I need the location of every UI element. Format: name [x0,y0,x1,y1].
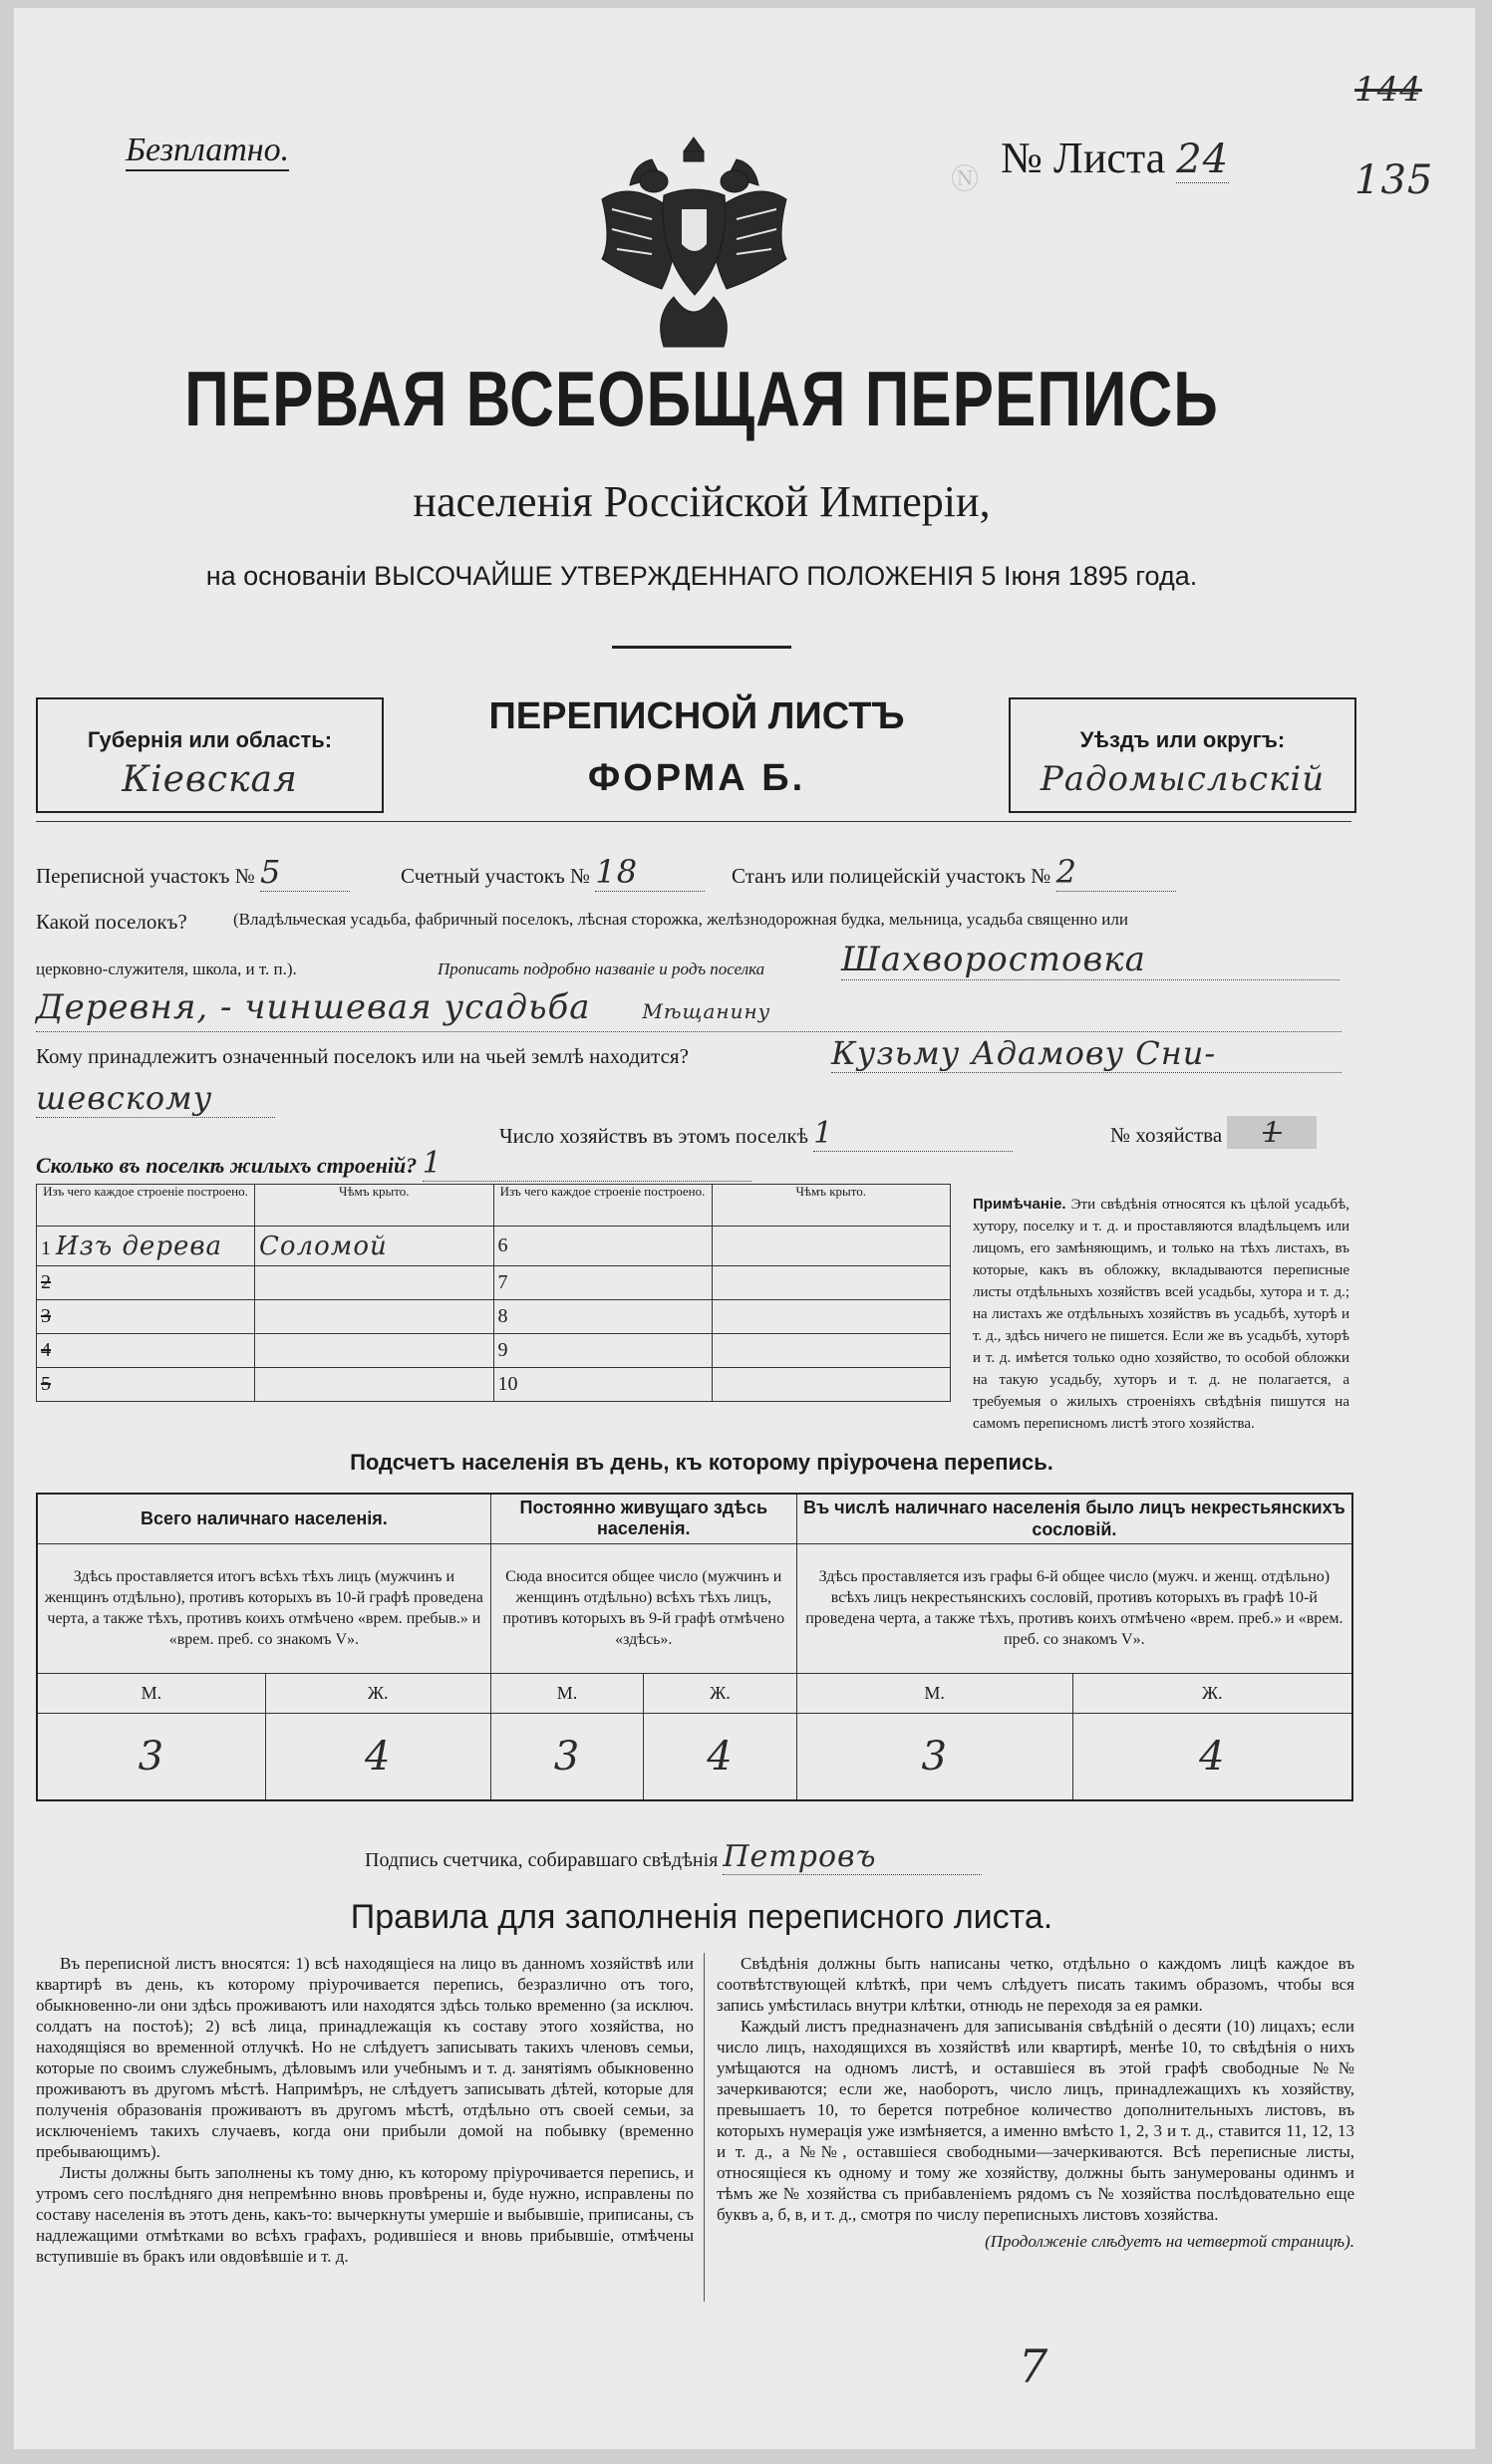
building-roof [712,1334,950,1368]
owner-question: Кому принадлежитъ означенный поселокъ или на чьей землѣ находится? [36,1044,689,1068]
police-area [732,853,1176,892]
rule-line [36,821,1351,822]
buildings-col-material-2: Изъ чего каждое строеніе построено. [493,1185,712,1227]
household-number-value: 1 [1227,1116,1317,1149]
settlement-type-value: Деревня, - чиншевая усадьба [36,987,591,1027]
sheet-number [1001,133,1229,183]
building-roof [255,1368,493,1402]
police-area-value: 2 [1056,853,1176,892]
table-row [37,1227,951,1266]
remark-text: Эти свѣдѣнія относятся къ цѣлой усадьбѣ, хутору, поселку и т. д. и проставляются владѣльцемъ или лицомъ, его замѣняющимъ, и только на тѣхъ листахъ, въ которые, какъ въ обложку, вкладываются переписные листы отдѣльныхъ хозяйствъ всей усадьбы, хутора и т. д.; на листахъ же отдѣльныхъ хозяйствъ въ усадьбѣ, хуторѣ и т. д., здѣсь ничего не пишется. Если же въ усадьбѣ, хуторѣ и т. д. имѣется только одно хозяйство, то особой обложки на такую усадьбу, хуторъ и т. д. не полагается, а требуемыя о жилыхъ строеніяхъ свѣдѣнія пишутся на самомъ переписномъ листѣ этого хозяйства. [973,1197,1350,1432]
corner-archive-number: 135 [1354,157,1434,203]
household-count-label: Число хозяйствъ въ этомъ поселкѣ [499,1124,808,1148]
owner-value-2: шевскому [36,1079,275,1118]
police-area-label: Станъ или полицейскій участокъ № [732,864,1051,888]
table-row [37,1266,951,1300]
census-area [36,853,350,892]
rules-right-p2: Каждый листъ предназначенъ для записыванія свѣдѣній о десяти (10) лицахъ; если число лицъ, находящихся въ хозяйствѣ или квартирѣ, менѣе 10, то свѣдѣнія о нихъ умѣщаются на одномъ листѣ, и оставшіеся въ этой графѣ свободные №№ зачеркиваются; если же, наоборотъ, число лицъ, принадлежащихъ къ хозяйству, превышаетъ 10, то берется потребное количество дополнительныхъ листовъ, въ которыхъ нумерація уже измѣняется, а именно вмѣсто 1, 2, 3 и т. д., ставится 11, 12, 13 и т. д., а №№, оставшіеся свободными—зачеркиваются. Всѣ переписные листы, относящіеся къ одному и тому же хозяйству, должны быть занумерованы одинмъ и тѣмъ же № хозяйства съ прибавленіемъ рядомъ съ № хозяйства послѣдовательно еще буквъ а, б, в, и т. д., смотря по числу переписныхъ листовъ хозяйства. [717,2017,1354,2224]
settlement-type [36,987,1342,1032]
male-header: М. [37,1673,265,1713]
count-area-value: 18 [595,853,705,892]
present-male-count: 3 [37,1713,265,1800]
settlement-name: Шахворостовка [841,940,1340,980]
buildings-question-label: Сколько въ поселкѣ жилыхъ строеній? [36,1153,418,1178]
row-number: 7 [493,1266,712,1300]
population-col3-text: Здѣсь проставляется изъ графы 6-й общее число (мужч. и женщ. отдѣльно) всѣхъ лицъ некрестьянскихъ сословій, противъ которыхъ въ графѣ 10-й проведена черта, а также тѣхъ, противъ коихъ отмѣчено «врем. преб.» и «врем. преб. со знакомъ V». [796,1543,1352,1673]
province-box [36,697,384,813]
population-col2-text: Сюда вносится общее число (мужчинъ и женщинъ отдѣльно) всѣхъ тѣхъ лицъ, противъ которыхъ въ 9-й графѣ отмѣчено «здѣсь». [490,1543,796,1673]
male-header: М. [796,1673,1072,1713]
settlement-question: Какой поселокъ? [36,910,187,934]
free-label: Безплатно. [126,132,289,171]
subtitle: населенія Россійской Имперіи, [413,477,991,526]
remark [973,1194,1349,1435]
population-col2-title: Постоянно живущаго здѣсь населенія. [490,1494,796,1543]
sheet-number-label: № Листа [1001,134,1166,182]
settlement-hint-2: церковно-служителя, школа, и т. п.). [36,959,297,978]
owner-value-1: Кузьму Адамову Сни- [831,1034,1342,1073]
table-row [37,1334,951,1368]
buildings-col-material: Изъ чего каждое строеніе построено. [37,1185,255,1227]
population-col3-title: Въ числѣ наличнаго населенія было лицъ некрестьянскихъ сословій. [796,1494,1352,1543]
count-area-label: Счетный участокъ № [401,864,591,888]
rules-right-column [717,1953,1354,2252]
buildings-table [36,1184,951,1402]
table-row [37,1300,951,1334]
nonpeasant-male-count: 3 [796,1713,1072,1800]
corner-strike-number: 144 [1354,70,1422,110]
building-material: Изъ дерева [56,1231,222,1261]
row-number: 9 [493,1334,712,1368]
household-number-label: № хозяйства [1110,1123,1223,1147]
row-number: 10 [493,1368,712,1402]
province-label: Губернія или область: [87,727,333,752]
resident-female-count: 4 [644,1713,796,1800]
population-col1-text: Здѣсь проставляется итогъ всѣхъ тѣхъ лицъ (мужчинъ и женщинъ отдѣльно), противъ которыхъ въ 10-й графѣ проведена черта, а также тѣхъ, противъ коихъ отмѣчено «врем. пребыв.» и «врем. преб. со знакомъ V». [37,1543,490,1673]
signature-value: Петровъ [723,1839,982,1875]
row-number: 5 [37,1368,255,1402]
remark-label: Примѣчаніе. [973,1196,1066,1213]
form-name: ФОРМА Б. [587,757,806,799]
table-row [37,1368,951,1402]
building-roof [712,1227,950,1266]
household-count-value: 1 [813,1116,1013,1152]
rules-continued: (Продолженіе слѣдуетъ на четвертой страницѣ). [985,2232,1354,2251]
main-title: ПЕРВАЯ ВСЕОБЩАЯ ПЕРЕПИСЬ [184,357,1219,443]
buildings-question-value: 1 [423,1146,751,1182]
row-number: 6 [493,1227,712,1266]
population-table [36,1493,1353,1801]
population-col1-title: Всего наличнаго населенія. [37,1494,490,1543]
footer-mark: 7 [1019,2339,1049,2393]
settlement-hint-1: (Владѣльческая усадьба, фабричный поселокъ, лѣсная сторожка, желѣзнодорожная будка, мельница, усадьба священно или [233,910,1128,929]
legal-basis: на основаніи ВЫСОЧАЙШЕ УТВЕРЖДЕННАГО ПОЛОЖЕНІЯ 5 Іюня 1895 года. [205,561,1198,591]
building-roof: Соломой [255,1227,493,1266]
rules-left-p1: Въ переписной листъ вносятся: 1) всѣ находящіеся на лицо въ данномъ хозяйствѣ или квартирѣ въ день, къ которому пріурочивается перепись, безразлично отъ того, обыкновенно-ли они здѣсь проживаютъ или находятся здѣсь только временно (за исключ. солдатъ на постоѣ); 2) всѣ лица, принадлежащія къ составу этого хозяйства, но находящіяся во временной отлучкѣ. Но не слѣдуетъ записывать такихъ членовъ семьи, которые по своимъ служебнымъ, дѣловымъ или учебнымъ и т. д. занятіямъ обыкновенно проживаютъ въ другомъ мѣстѣ. Напримѣръ, не слѣдуетъ записывать дѣтей, которые для полученія образованія проживаютъ въ другомъ мѣстѣ, отдѣльно отъ своей семьи, за исключеніемъ такихъ случаевъ, когда они прибыли домой на побывку (временно пребывающимъ). [36,1954,694,2161]
row-number: 2 [37,1266,255,1300]
row-number: 4 [37,1334,255,1368]
buildings-question [36,1146,751,1182]
signature-label: Подпись счетчика, собиравшаго свѣдѣнія [365,1849,719,1871]
row-number: 3 [37,1300,255,1334]
male-header: М. [490,1673,643,1713]
district-value: Радомысльскій [1040,759,1326,799]
divider [612,646,791,649]
household-number [1110,1116,1317,1149]
coat-of-arms-icon [592,130,796,354]
district-label: Уѣздъ или округъ: [1079,727,1286,752]
building-roof [255,1300,493,1334]
buildings-col-roof-2: Чѣмъ крыто. [712,1185,950,1227]
sheet-number-value: 24 [1176,137,1230,182]
rules-left-column [36,1953,694,2267]
census-sheet [14,8,1475,2449]
female-header: Ж. [265,1673,490,1713]
building-roof [712,1300,950,1334]
buildings-col-roof: Чѣмъ крыто. [255,1185,493,1227]
census-area-value: 5 [260,853,350,892]
settlement-type-note: Мѣщанину [642,999,771,1023]
building-roof [255,1334,493,1368]
present-female-count: 4 [265,1713,490,1800]
resident-male-count: 3 [490,1713,643,1800]
form-title: ПЕРЕПИСНОЙ ЛИСТЪ [488,695,905,737]
row-number: 1 [41,1236,51,1259]
nonpeasant-female-count: 4 [1072,1713,1352,1800]
bleed-through-text: Ⓝ [951,164,980,195]
rules-divider [704,1953,705,2302]
rules-right-p1: Свѣдѣнія должны быть написаны четко, отдѣльно о каждомъ лицѣ каждое въ соотвѣтствующей клѣткѣ, при чемъ слѣдуетъ писать такимъ образомъ, чтобы вся запись умѣстилась внутри клѣтки, отнюдь не переходя за ея рамки. [717,1954,1354,2015]
female-header: Ж. [1072,1673,1352,1713]
district-box [1009,697,1356,813]
province-value: Кіевская [122,759,298,800]
building-roof [712,1266,950,1300]
building-roof [255,1266,493,1300]
building-roof [712,1368,950,1402]
population-heading: Подсчетъ населенія въ день, къ которому пріурочена перепись. [350,1450,1053,1475]
rules-title: Правила для заполненія переписного листа. [350,1898,1053,1936]
female-header: Ж. [644,1673,796,1713]
row-number: 8 [493,1300,712,1334]
signature [365,1839,982,1875]
settlement-hint-3: Прописать подробно названіе и родъ поселка [438,959,765,978]
count-area [401,853,705,892]
rules-left-p2: Листы должны быть заполнены къ тому дню, къ которому пріурочивается перепись, и утромъ сего послѣдняго дня непремѣнно вновь провѣрены и, буде нужно, исправлены по составу населенія въ этотъ день, какъ-то: вычеркнуты умершіе и выбывшіе, приписаны, съ надлежащими отмѣтками во всѣхъ графахъ, родившіеся и вновь прибывшіе, отмѣчены вступившіе въ бракъ или овдовѣвшіе и т. д. [36,2163,694,2266]
census-area-label: Переписной участокъ № [36,864,255,888]
